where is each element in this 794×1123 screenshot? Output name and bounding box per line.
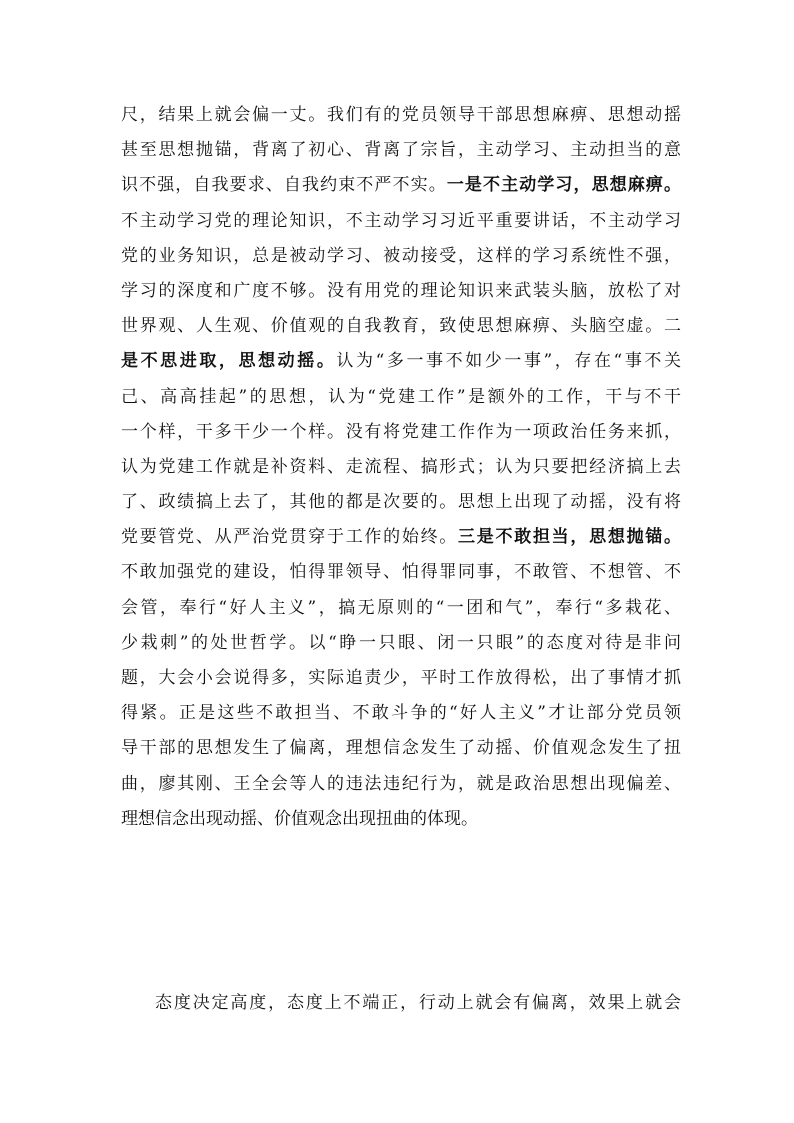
text-line	[121, 239, 681, 274]
body-text: 了、政绩搞上去了，其他的都是次要的。思想上出现了动摇，没有将	[121, 492, 681, 513]
text-line	[121, 555, 681, 590]
body-text: 少栽刺”的处世哲学。以“睁一只眼、闭一只眼”的态度对待是非问	[121, 632, 681, 653]
body-text: 会管，奉行“好人主义”，搞无原则的“一团和气”，奉行“多栽花、	[121, 597, 681, 618]
body-text: 尺，结果上就会偏一丈。我们有的党员领导干部思想麻痹、思想动摇	[121, 105, 681, 125]
text-line	[121, 520, 681, 555]
text-line	[121, 626, 681, 661]
text-line	[121, 380, 681, 415]
body-text: 学习的深度和广度不够。没有用党的理论知识来武装头脑，放松了对	[121, 280, 681, 301]
text-line	[121, 591, 681, 626]
body-paragraph	[121, 986, 681, 1021]
text-line	[121, 767, 681, 802]
body-text: 不主动学习党的理论知识，不主动学习习近平重要讲话，不主动学习	[121, 210, 681, 231]
body-text: 甚至思想抛锚，背离了初心、背离了宗旨，主动学习、主动担当的意	[121, 140, 681, 161]
bold-heading-text: 是不思进取，思想动摇。	[121, 351, 337, 372]
text-line	[121, 133, 681, 168]
body-text: 认为“多一事不如少一事”，存在“事不关	[336, 351, 681, 372]
text-line	[121, 415, 681, 450]
text-line	[121, 344, 681, 379]
text-line	[121, 731, 681, 766]
text-line	[121, 986, 681, 1021]
body-text: 态度决定高度，态度上不端正，行动上就会有偏离，效果上就会	[155, 993, 681, 1013]
text-line	[121, 274, 681, 309]
body-text: 认为党建工作就是补资料、走流程、搞形式；认为只要把经济搞上去	[121, 456, 681, 477]
text-line	[121, 485, 681, 520]
body-text: 导干部的思想发生了偏离，理想信念发生了动摇、价值观念发生了扭	[121, 738, 681, 759]
text-line	[121, 98, 681, 133]
body-text: 世界观、人生观、价值观的自我教育，致使思想麻痹、头脑空虚。二	[121, 316, 681, 337]
body-text: 识不强，自我要求、自我约束不严不实。	[121, 175, 447, 196]
body-text: 理想信念出现动摇、价值观念出现扭曲的体现。	[121, 808, 478, 829]
body-text: 得紧。正是这些不敢担当、不敢斗争的“好人主义”才让部分党员领	[121, 703, 681, 724]
bold-heading-text: 三是不敢担当，思想抛锚。	[458, 527, 682, 548]
body-text: 一个样，干多干少一个样。没有将党建工作作为一项政治任务来抓，	[121, 421, 681, 442]
text-line	[121, 696, 681, 731]
body-text: 题，大会小会说得多，实际追责少，平时工作放得松，出了事情才抓	[121, 668, 681, 688]
body-text: 曲，廖其刚、王全会等人的违法违纪行为，就是政治思想出现偏差、	[121, 773, 681, 794]
body-text: 党的业务知识，总是被动学习、被动接受，这样的学习系统性不强，	[121, 245, 681, 266]
body-text: 党要管党、从严治党贯穿于工作的始终。	[121, 527, 459, 548]
body-paragraph	[121, 98, 681, 837]
text-line	[121, 661, 681, 696]
bold-heading-text: 一是不主动学习，思想麻痹。	[446, 175, 682, 196]
text-line	[121, 450, 681, 485]
text-line	[121, 168, 681, 203]
body-text: 己、高高挂起”的思想，认为“党建工作”是额外的工作，干与不干	[121, 386, 681, 407]
text-line	[121, 802, 681, 837]
body-text: 不敢加强党的建设，怕得罪领导、怕得罪同事，不敢管、不想管、不	[121, 562, 681, 583]
text-line	[121, 309, 681, 344]
text-line	[121, 204, 681, 239]
